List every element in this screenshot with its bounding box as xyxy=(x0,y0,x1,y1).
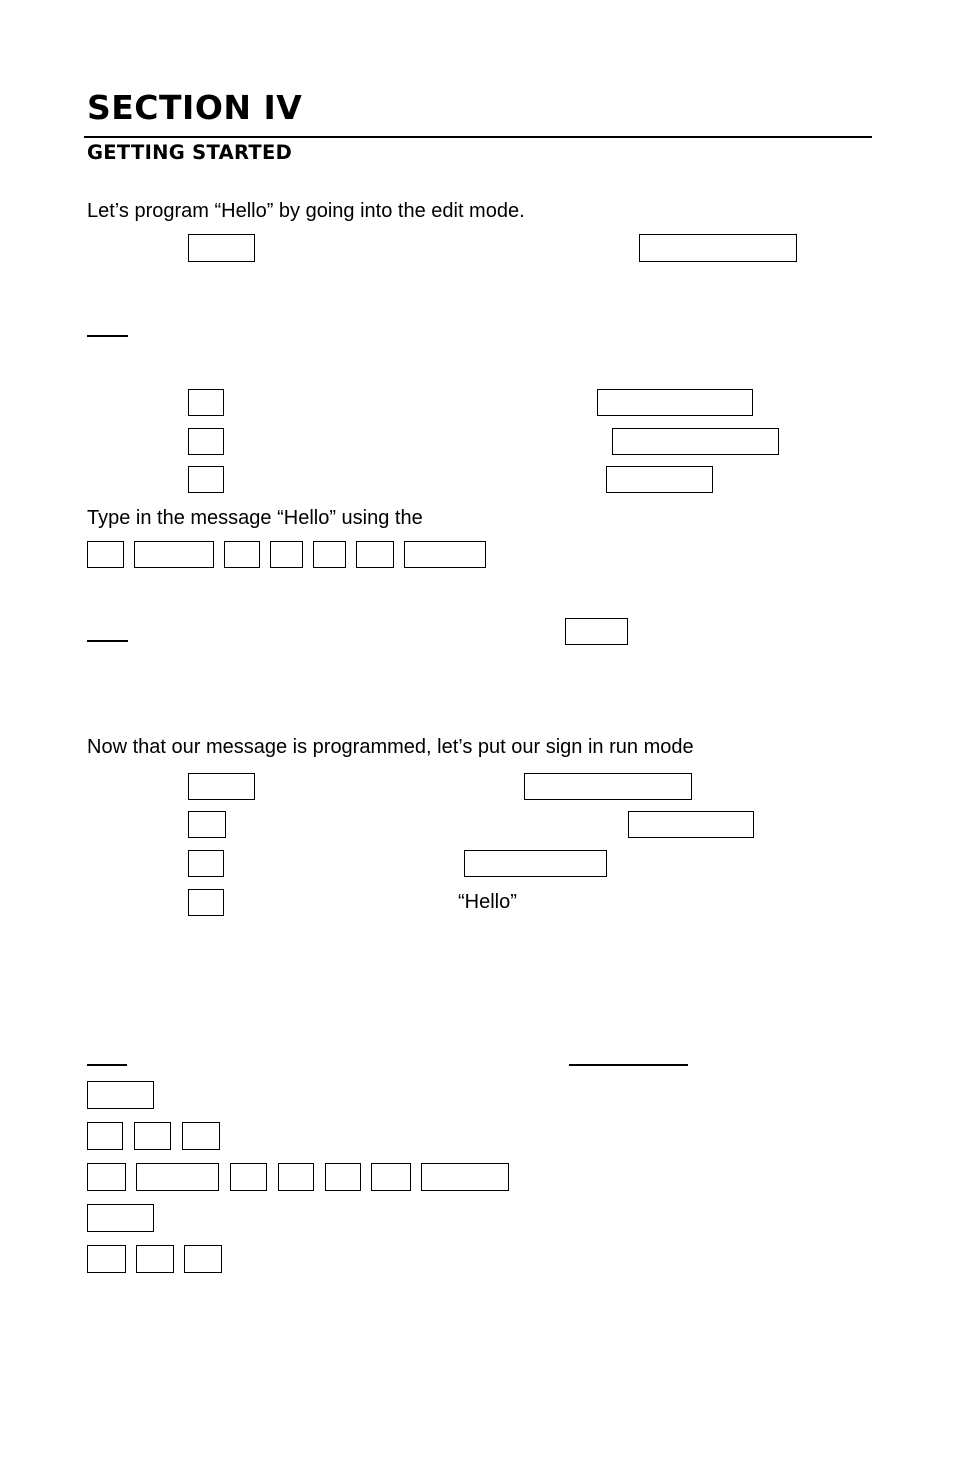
key-box xyxy=(278,1163,314,1191)
key-box xyxy=(421,1163,509,1191)
key-box xyxy=(188,889,224,916)
key-box xyxy=(188,466,224,493)
section-subtitle: GETTING STARTED xyxy=(87,141,293,164)
display-box xyxy=(524,773,692,800)
note-marker xyxy=(87,335,128,337)
summary-marker xyxy=(569,1064,688,1066)
key-box xyxy=(230,1163,267,1191)
note-marker xyxy=(87,1064,127,1066)
key-box xyxy=(188,389,224,416)
display-box xyxy=(639,234,797,262)
key-box xyxy=(188,850,224,877)
key-box xyxy=(313,541,346,568)
key-box xyxy=(224,541,260,568)
intro-paragraph: Let’s program “Hello” by going into the edit mode. xyxy=(87,200,525,222)
key-box xyxy=(188,428,224,455)
key-box xyxy=(182,1122,220,1150)
key-box xyxy=(565,618,628,645)
display-box xyxy=(612,428,779,455)
section-divider xyxy=(84,136,872,138)
key-box xyxy=(134,541,214,568)
key-box xyxy=(87,541,124,568)
hello-display-text: “Hello” xyxy=(458,891,517,913)
run-mode-paragraph: Now that our message is programmed, let’s put our sign in run mode xyxy=(87,736,694,758)
key-box xyxy=(136,1245,174,1273)
key-box xyxy=(87,1163,126,1191)
key-box xyxy=(136,1163,219,1191)
key-box xyxy=(188,811,226,838)
key-box xyxy=(87,1204,154,1232)
key-box xyxy=(188,773,255,800)
key-box xyxy=(188,234,255,262)
key-box xyxy=(270,541,303,568)
section-title: SECTION IV xyxy=(87,88,303,127)
key-box xyxy=(325,1163,361,1191)
display-box xyxy=(464,850,607,877)
key-box xyxy=(87,1081,154,1109)
key-box xyxy=(87,1122,123,1150)
display-box xyxy=(606,466,713,493)
key-box xyxy=(134,1122,171,1150)
key-box xyxy=(371,1163,411,1191)
key-box xyxy=(87,1245,126,1273)
key-box xyxy=(404,541,486,568)
type-message-paragraph: Type in the message “Hello” using the xyxy=(87,507,423,529)
note-marker xyxy=(87,640,128,642)
key-box xyxy=(184,1245,222,1273)
display-box xyxy=(628,811,754,838)
display-box xyxy=(597,389,753,416)
key-box xyxy=(356,541,394,568)
